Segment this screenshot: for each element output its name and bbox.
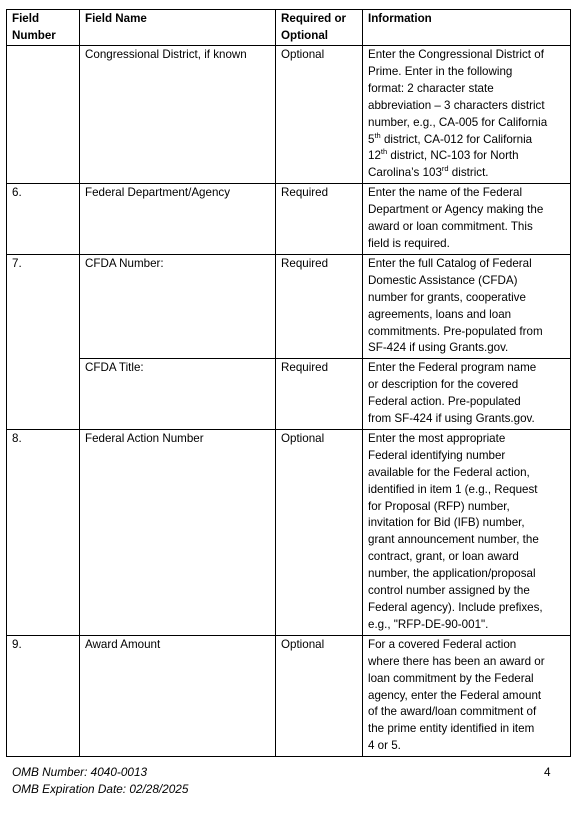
field-number-cell: 7. (7, 254, 80, 429)
information-line: abbreviation – 3 characters district (368, 98, 545, 112)
field-number-cell: 6. (7, 184, 80, 255)
information-line: control number assigned by the (368, 584, 530, 598)
information-line: Federal identifying number (368, 448, 506, 462)
omb-number: OMB Number: 4040-0013 (12, 765, 148, 779)
table-row (7, 46, 571, 184)
information-line: agreements, loans and loan (368, 307, 512, 321)
information-line: Department or Agency making the (368, 203, 544, 217)
field-name-cell: Congressional District, if known (80, 46, 276, 184)
table-row (7, 254, 571, 358)
field-number-cell (7, 46, 80, 184)
information-line: contract, grant, or loan award (368, 550, 519, 564)
page-number: 4 (544, 765, 551, 779)
information-line: where there has been an award or (368, 654, 545, 668)
field-name-cell: CFDA Number: (80, 254, 276, 358)
information-cell (363, 184, 571, 255)
information-line: available for the Federal action, (368, 465, 530, 479)
omb-expiration-date: OMB Expiration Date: 02/28/2025 (12, 782, 189, 796)
information-cell (363, 359, 571, 430)
required-optional-cell: Optional (276, 46, 363, 184)
field-name-cell: CFDA Title: (80, 359, 276, 430)
information-line: from SF-424 if using Grants.gov. (368, 412, 535, 426)
required-optional-cell: Required (276, 184, 363, 255)
table-header-row (7, 10, 571, 46)
information-line: of the award/loan commitment of (368, 705, 537, 719)
information-line: identified in item 1 (e.g., Request (368, 482, 538, 496)
required-optional-cell: Optional (276, 635, 363, 756)
information-cell (363, 254, 571, 358)
information-line: number, e.g., CA-005 for California (368, 115, 548, 129)
information-line: 5th district, CA-012 for California (368, 130, 533, 146)
required-optional-cell: Required (276, 359, 363, 430)
information-line: Enter the most appropriate (368, 431, 506, 445)
information-line: the prime entity identified in item (368, 722, 535, 736)
header-field-number: Field Number (7, 10, 80, 46)
information-line: Domestic Assistance (CFDA) (368, 273, 518, 287)
information-line: Federal agency). Include prefixes, (368, 601, 543, 614)
information-line: 12th district, NC-103 for North (368, 147, 519, 163)
information-line: Enter the Federal program name (368, 361, 537, 375)
information-line: field is required. (368, 236, 450, 250)
table-row (7, 359, 571, 430)
header-information: Information (363, 10, 571, 46)
information-cell (363, 635, 571, 756)
information-line: SF-424 if using Grants.gov. (368, 341, 509, 355)
table-row (7, 635, 571, 756)
field-name-cell: Federal Department/Agency (80, 184, 276, 255)
field-name-cell: Award Amount (80, 635, 276, 756)
table-row (7, 429, 571, 635)
information-line: format: 2 character state (368, 81, 494, 95)
information-line: for Proposal (RFP) number, (368, 499, 510, 513)
information-line: Carolina’s 103rd district. (368, 164, 489, 180)
information-line: Enter the name of the Federal (368, 186, 523, 200)
information-line: award or loan commitment. This (368, 220, 533, 234)
information-line: Enter the Congressional District of (368, 48, 544, 61)
information-line: number for grants, cooperative (368, 290, 526, 304)
information-line: commitments. Pre-populated from (368, 324, 543, 338)
header-required-or-optional: Required or Optional (276, 10, 363, 46)
information-line: agency, enter the Federal amount (368, 688, 542, 702)
instructions-table (6, 9, 571, 757)
table-row (7, 184, 571, 255)
information-line: number, the application/proposal (368, 567, 536, 581)
required-optional-cell: Required (276, 254, 363, 358)
field-name-cell: Federal Action Number (80, 429, 276, 635)
footer (12, 764, 188, 798)
required-optional-cell: Optional (276, 429, 363, 635)
header-field-name: Field Name (80, 10, 276, 46)
information-line: grant announcement number, the (368, 533, 539, 547)
information-cell (363, 429, 571, 635)
information-line: Federal action. Pre-populated (368, 395, 521, 409)
information-line: e.g., "RFP-DE-90-001". (368, 617, 489, 631)
information-line: invitation for Bid (IFB) number, (368, 516, 525, 530)
information-line: Prime. Enter in the following (368, 64, 513, 78)
information-cell (363, 46, 571, 184)
information-line: Enter the full Catalog of Federal (368, 256, 532, 270)
field-number-cell: 8. (7, 429, 80, 635)
information-line: loan commitment by the Federal (368, 671, 534, 685)
information-line: For a covered Federal action (368, 637, 517, 651)
information-line: or description for the covered (368, 378, 519, 392)
information-line: 4 or 5. (368, 739, 401, 753)
field-number-cell: 9. (7, 635, 80, 756)
